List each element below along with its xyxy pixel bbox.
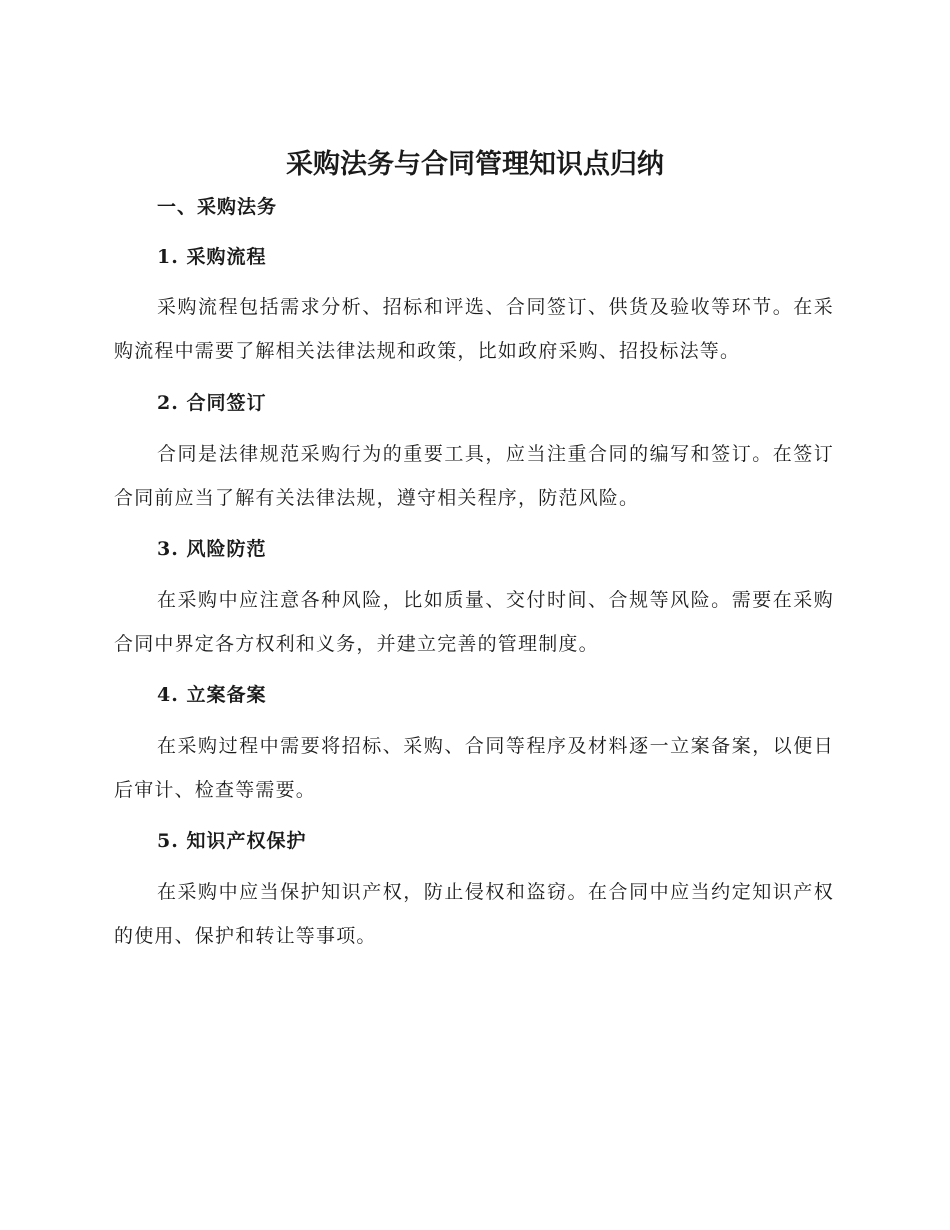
- subsection-heading-procurement-process: 1. 采购流程: [157, 246, 267, 268]
- section-heading: 一、采购法务: [157, 196, 278, 218]
- paragraph-procurement-process: 采购流程包括需求分析、招标和评选、合同签订、供货及验收等环节。在采购流程中需要了解相关法律法规和政策，比如政府采购、招投标法等。: [114, 296, 834, 362]
- paragraph-ip-protection: 在采购中应当保护知识产权，防止侵权和盗窃。在合同中应当约定知识产权的使用、保护和转让等事项。: [114, 881, 834, 947]
- document-title: 采购法务与合同管理知识点归纳: [286, 149, 664, 180]
- paragraph-contract-signing: 合同是法律规范采购行为的重要工具，应当注重合同的编写和签订。在签订合同前应当了解有关法律法规，遵守相关程序，防范风险。: [114, 443, 834, 509]
- subsection-heading-ip-protection: 5. 知识产权保护: [157, 830, 307, 852]
- paragraph-filing-record: 在采购过程中需要将招标、采购、合同等程序及材料逐一立案备案，以便日后审计、检查等需要。: [114, 735, 834, 801]
- subsection-heading-risk-prevention: 3. 风险防范: [157, 538, 267, 560]
- paragraph-risk-prevention: 在采购中应注意各种风险，比如质量、交付时间、合规等风险。需要在采购合同中界定各方权利和义务，并建立完善的管理制度。: [114, 589, 834, 655]
- subsection-heading-filing-record: 4. 立案备案: [157, 684, 267, 706]
- subsection-heading-contract-signing: 2. 合同签订: [157, 392, 267, 414]
